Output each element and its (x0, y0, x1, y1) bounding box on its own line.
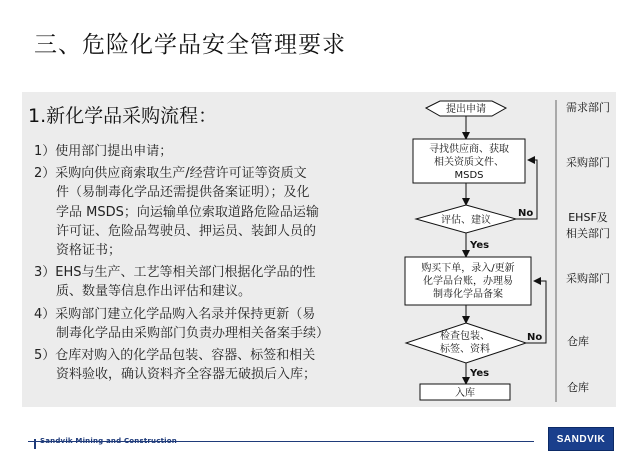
flow-node-start-label: 提出申请 (446, 104, 486, 115)
flow-node-find-supplier-line: 寻找供应商、获取 (429, 144, 509, 155)
department-label: 采购部门 (566, 272, 610, 285)
flow-node-warehouse-in-label: 入库 (455, 388, 475, 399)
procedure-step-line: 制毒化学品由采购部门负责办理相关备案手续） (56, 325, 330, 341)
flow-node-purchase-line: 购买下单，录入/更新 (421, 263, 515, 274)
procedure-step-line: 质、数量等信息作出评估和建议。 (56, 284, 252, 300)
department-label: 仓库 (567, 335, 589, 348)
sandvik-logo (548, 427, 614, 451)
flow-node-inspect (406, 323, 526, 363)
department-label: EHSF及 (568, 211, 608, 224)
procedure-step-line: 1）使用部门提出申请； (34, 144, 173, 159)
flow-node-purchase-line: 制毒化学品备案 (433, 289, 503, 300)
department-label: 需求部门 (566, 101, 610, 114)
flow-node-evaluate-label: 评估、建议 (441, 215, 491, 226)
slide-title: 三、危险化学品安全管理要求 (34, 32, 346, 58)
flow-node-find-supplier-line: MSDS (454, 170, 484, 181)
department-label: 相关部门 (566, 227, 610, 240)
procedure-step-line: 许可证、危险品驾驶员、押运员、装卸人员的 (56, 223, 317, 239)
procedure-step-line: 资格证书； (56, 243, 122, 259)
flow-node-find-supplier-line: 相关资质文件、 (434, 157, 504, 168)
sandvik-logo-text: SANDVIK (556, 433, 606, 445)
flow-edge-no-label: No (527, 332, 543, 343)
flow-edge-yes-label: Yes (470, 368, 490, 379)
flow-edge-yes-label: Yes (470, 240, 490, 251)
flow-node-inspect-line: 标签、资料 (440, 344, 490, 355)
procedure-step-line: 3）EHS与生产、工艺等相关部门根据化学品的性 (34, 265, 316, 281)
department-label: 采购部门 (566, 156, 610, 169)
procedure-step-line: 资料验收，确认资料齐全容器无破损后入库； (56, 367, 317, 383)
procedure-step-line: 件（易制毒化学品还需提供备案证明）；及化 (56, 185, 310, 201)
procedure-step-line: 学品 MSDS；向运输单位索取道路危险品运输 (56, 204, 319, 220)
procedure-step-line: 2）采购向供应商索取生产/经营许可证等资质文 (34, 166, 307, 182)
procedure-step-line: 4）采购部门建立化学品购入名录并保持更新（易 (34, 306, 316, 322)
department-label: 仓库 (567, 381, 589, 394)
section-heading: 1.新化学品采购流程： (28, 105, 218, 127)
procedure-step-line: 5）仓库对购入的化学品包装、容器、标签和相关 (34, 348, 316, 364)
footer-company: Sandvik Mining and Construction (40, 437, 177, 445)
footer-mark (34, 439, 36, 449)
flow-node-purchase-line: 化学品台账，办理易 (423, 276, 513, 287)
flow-edge-no-label: No (518, 208, 534, 219)
flow-node-inspect-line: 检查包装、 (440, 331, 490, 342)
